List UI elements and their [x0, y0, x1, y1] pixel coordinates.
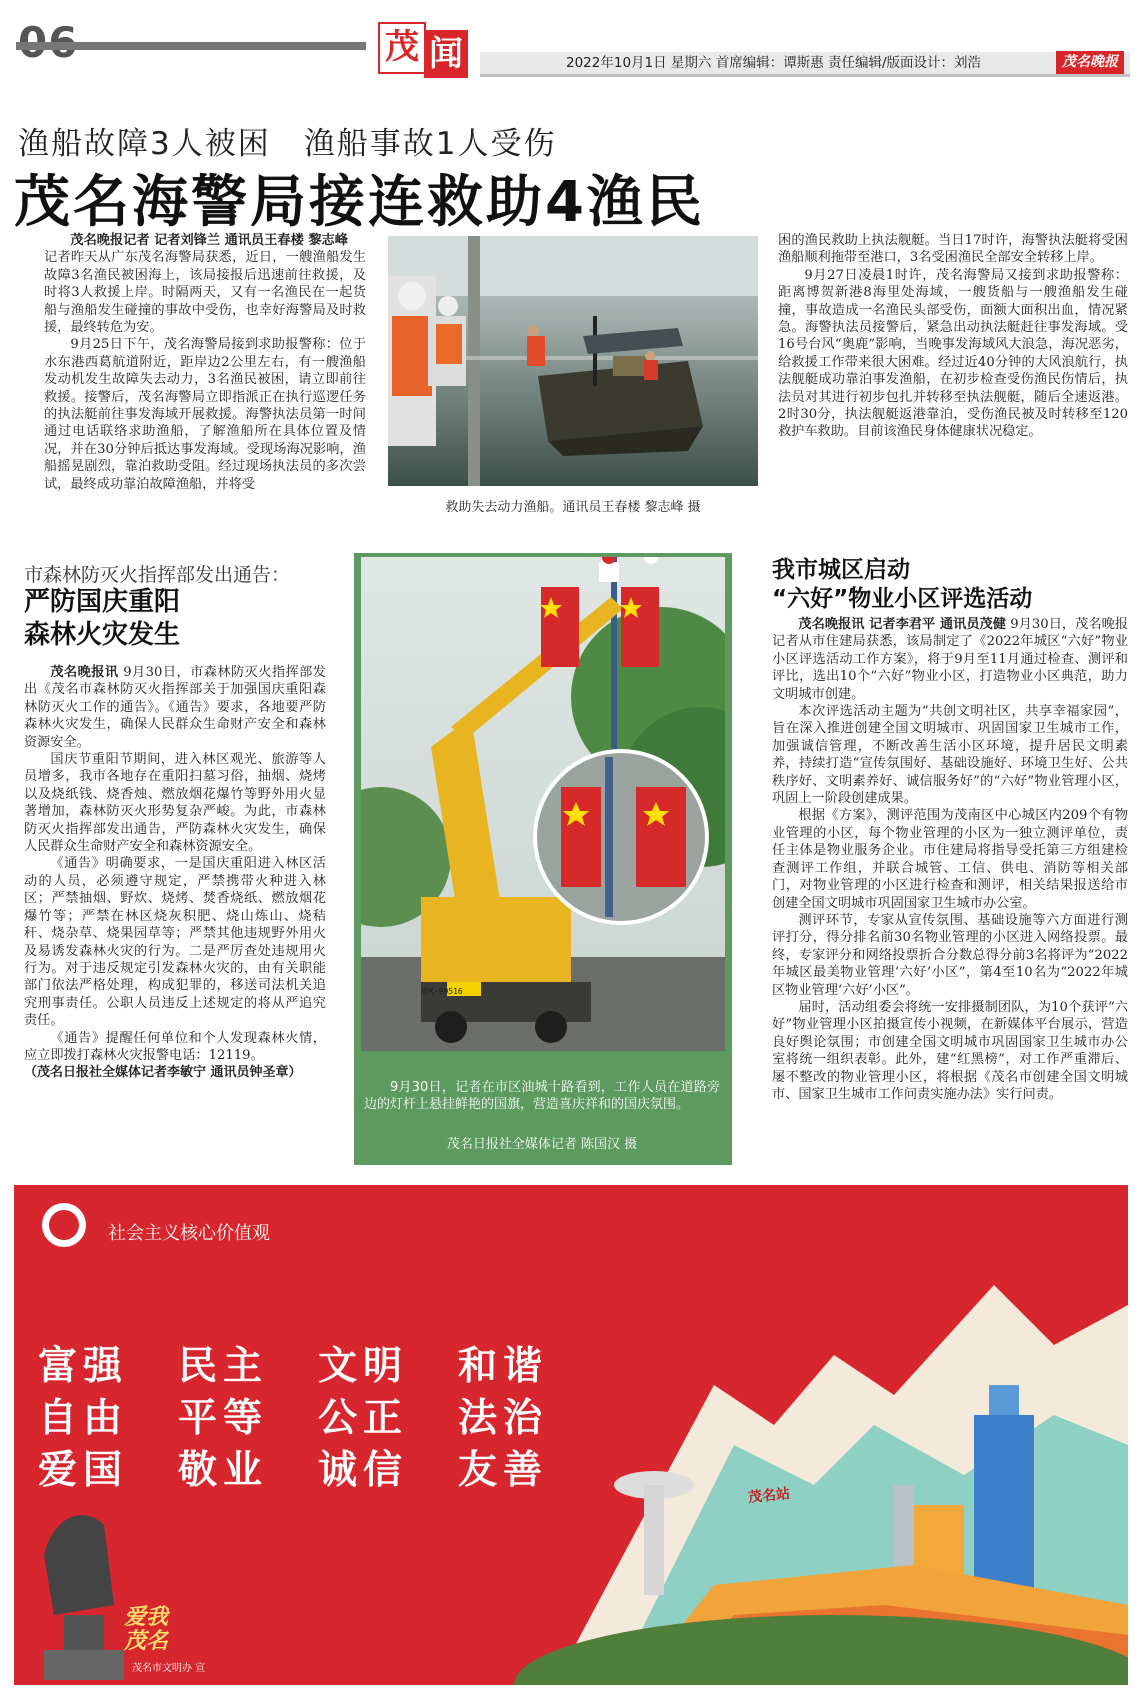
banner-title: 社会主义核心价值观	[108, 1223, 270, 1244]
community-paragraph: 测评环节，专家从宣传氛围、基础设施等六方面进行测评打分，得分排名前30名物业管理的小区进入网络投票。最终，专家评分和网络投票折合分数总得分前3名将评为“2022年城区最美物业管理‘六好’小区”，第4至10名为“2022年城区物业管理‘六好’小区”。	[772, 912, 1128, 998]
love-maoming-slogan	[124, 1605, 168, 1653]
community-article-body	[772, 616, 1128, 1103]
section-logo-char-2: 闻	[424, 30, 468, 78]
lead-headline: 茂名海警局接连救助4渔民	[14, 170, 705, 235]
forest-byline: 茂名晚报讯	[50, 665, 119, 680]
values-row	[38, 1335, 598, 1387]
flag-photo-credit: 茂名日报社全媒体记者 陈国汉 摄	[446, 1137, 638, 1152]
forest-article-body	[24, 664, 326, 1082]
section-logo-char-1: 茂	[378, 22, 426, 74]
value-item: 自由	[38, 1396, 129, 1441]
forest-kicker: 市森林防灭火指挥部发出通告：	[24, 564, 291, 586]
header-meta-bar	[480, 52, 1130, 77]
value-item: 友善	[458, 1448, 549, 1493]
forest-title-line: 严防国庆重阳	[24, 587, 181, 617]
community-title-line: 我市城区启动	[772, 557, 910, 583]
lead-byline: 茂名晚报记者 记者刘锋兰 通讯员王春楼 黎志峰	[70, 233, 348, 248]
slogan-line: 茂名	[124, 1628, 169, 1654]
station-sign: 茂名站	[747, 1485, 791, 1507]
flag-photo-box	[354, 553, 732, 1165]
community-title	[772, 556, 1032, 614]
values-row	[38, 1387, 598, 1439]
community-paragraph: 根据《方案》，测评范围为茂南区中心城区内209个有物业管理的小区，每个物业管理的小区为一独立测评单位，责任主体是物业服务企业。市住建局将指导受托第三方组建检查测评工作组，并联合城管、工信、供电、消防等相关部门，对物业管理的小区进行检查和测评，相关结果报送给市创建全国文明城市巩固国家卫生城市办公室。	[772, 808, 1128, 911]
forest-paragraph-text: 9月30日，市森林防灭火指挥部发出《茂名市森林防灭火指挥部关于加强国庆重阳森林防灭火工作的通告》。《通告》要求，各地要严防森林火灾发生，确保人民群众生命财产安全和森林资源安全。	[24, 665, 326, 750]
core-values-grid	[38, 1335, 598, 1491]
flag-hanging-photo	[361, 557, 725, 1051]
value-item: 公正	[318, 1396, 409, 1441]
flag-photo-caption: 9月30日，记者在市区油城十路看到，工作人员在道路旁边的灯杆上悬挂鲜艳的国旗，营造喜庆祥和的国庆氛围。	[364, 1080, 720, 1112]
lead-article-col3	[778, 232, 1128, 441]
values-row	[38, 1439, 598, 1491]
forest-paragraph: 国庆节重阳节期间，进入林区观光、旅游等人员增多，我市各地存在重阳扫墓习俗，抽烟、烧烤以及烧纸钱、烧香烛、燃放烟花爆竹等野外用火显著增加，森林防灭火形势复杂严峻。为此，市森林防灭火指挥部发出通告，严防森林火灾发生，确保人民群众生命财产安全和森林资源安全。	[24, 752, 326, 855]
value-item: 爱国	[38, 1448, 129, 1493]
paper-logo: 茂名晚报	[1056, 51, 1124, 74]
slogan-line: 爱我	[124, 1604, 169, 1630]
lead-article-col1	[44, 232, 366, 493]
core-values-banner	[14, 1185, 1128, 1685]
community-paragraph: 届时，活动组委会将统一安排摄制团队，为10个获评“六好”物业管理小区拍摄宣传小视频，在新媒体平台展示，营造良好舆论氛围；市创建全国文明城市巩固国家卫生城市办公室将统一组织表彰。此外，建“红黑榜”，对工作严重滞后、屡不整改的物业管理小区，将根据《茂名市创建全国文明城市、国家卫生城市工作问责实施办法》实行问责。	[772, 999, 1128, 1102]
community-paragraph	[772, 616, 1128, 703]
truck-license-plate: 粤K·99516	[421, 987, 463, 996]
lead-paragraph: 9月25日下午，茂名海警局接到求助报警称：位于水东港西葛航道附近，距岸边2公里左右，有一艘渔船发动机发生故障失去动力，3名渔民被困，请立即前往救援。接警后，茂名海警局立即指派正在执行巡逻任务的执法艇前往事发海域开展救援。海警执法员第一时间通过电话联络求助渔船，了解渔船所在具体位置及情况，并在30分钟后抵达事发海域。受现场海况影响，渔船摇晃剧烈，靠泊救助受阻。经过现场执法员的多次尝试，最终成功靠泊故障渔船，并将受	[44, 337, 366, 492]
forest-author-note: （茂名日报社全媒体记者李敏宁 通讯员钟圣章）	[24, 1065, 302, 1081]
lead-subhead: 渔船故障3人被困 渔船事故1人受伤	[18, 126, 557, 162]
community-paragraph-text: 9月30日，茂名晚报记者从市住建局获悉，该局制定了《2022年城区“六好”物业小区评选活动工作方案》，将于9月至11月通过检查、测评和评比，选出10个“六好”物业小区，打造物业小区典范，助力文明城市创建。	[772, 617, 1129, 702]
value-item: 富强	[38, 1344, 129, 1389]
community-byline: 茂名晚报讯 记者李君平 通讯员茂健	[798, 617, 1006, 632]
banner-issuer: 茂名市文明办 宣	[132, 1663, 206, 1674]
value-item: 法治	[458, 1396, 549, 1441]
value-item: 和谐	[458, 1344, 549, 1389]
forest-paragraph	[24, 664, 326, 751]
lead-paragraph: 9月27日凌晨1时许，茂名海警局又接到求助报警称：距离博贺新港8海里处海域，一艘货船与一艘渔船发生碰撞，事故造成一名渔民头部受伤，面额大面积出血，情况紧急。海警执法员接警后，紧急出动执法艇赶往事发海域。受16号台风“奥鹿”影响，当晚事发海域风大浪急，海况恶劣，给救援工作带来很大困难。经过近40分钟的大风浪航行，执法舰艇成功靠泊事发渔船，在初步检查受伤渔民伤情后，执法员对其进行初步包扎并转移至执法舰艇，随后全速返港。2时30分，执法舰艇返港靠泊，受伤渔民被及时转移至120救护车救助。目前该渔民身体健康状况稳定。	[778, 267, 1128, 440]
value-item: 文明	[318, 1344, 409, 1389]
value-item: 敬业	[178, 1448, 269, 1493]
value-item: 平等	[178, 1396, 269, 1441]
lead-paragraph: 困的渔民救助上执法舰艇。当日17时许，海警执法艇将受困渔船顺利拖带至港口，3名受困渔民全部安全转移上岸。	[778, 233, 1128, 266]
lead-paragraph: 记者昨天从广东茂名海警局获悉，近日，一艘渔船发生故障3名渔民被困海上，该局接报后迅速前往救援，及时将3人救援上岸。时隔两天，又有一名渔民在一起货船与渔船发生碰撞的事故中受伤，也幸好海警局及时救援，最终转危为安。	[44, 250, 366, 336]
rescue-boat-photo	[388, 236, 758, 486]
forest-paragraph: 《通告》提醒任何单位和个人发现森林火情，应立即拨打森林火灾报警电话：12119。	[24, 1030, 326, 1063]
forest-paragraph: 《通告》明确要求，一是国庆重阳进入林区活动的人员，必须遵守规定，严禁携带火种进入林区；严禁抽烟、野炊、烧烤、焚香烧纸、燃放烟花爆竹等；严禁在林区烧灰积肥、烧山炼山、烧秸秆、烧杂草、烧果园草等；严禁其他违规野外用火及易诱发森林火灾的行为。二是严厉查处违规用火行为。对于违反规定引发森林火灾的，由有关职能部门依法严格处理，构成犯罪的，移送司法机关追究刑事责任。公职人员违反上述规定的将从严追究责任。	[24, 856, 326, 1029]
rescue-photo-caption: 救助失去动力渔船。通讯员王春楼 黎志峰 摄	[445, 500, 701, 515]
value-item: 诚信	[318, 1448, 409, 1493]
forest-title	[24, 586, 180, 652]
issue-date-editors: 2022年10月1日 星期六 首席编辑：谭斯惠 责任编辑/版面设计：刘浩	[566, 55, 982, 71]
community-title-line: “六好”物业小区评选活动	[772, 586, 1033, 612]
community-paragraph: 本次评选活动主题为“共创文明社区，共享幸福家园”，旨在深入推进创建全国文明城市、巩固国家卫生城市工作，加强诚信管理，不断改善生活小区环境，提升居民文明素养，持续打造“宣传氛围好、基础设施好、环境卫生好、公共秩序好、文明素养好、诚信服务好”的“六好”物业管理小区，巩固上一阶段创建成果。	[772, 704, 1128, 807]
value-item: 民主	[178, 1344, 269, 1389]
forest-title-line: 森林火灾发生	[24, 620, 181, 650]
header-rule	[16, 42, 366, 50]
